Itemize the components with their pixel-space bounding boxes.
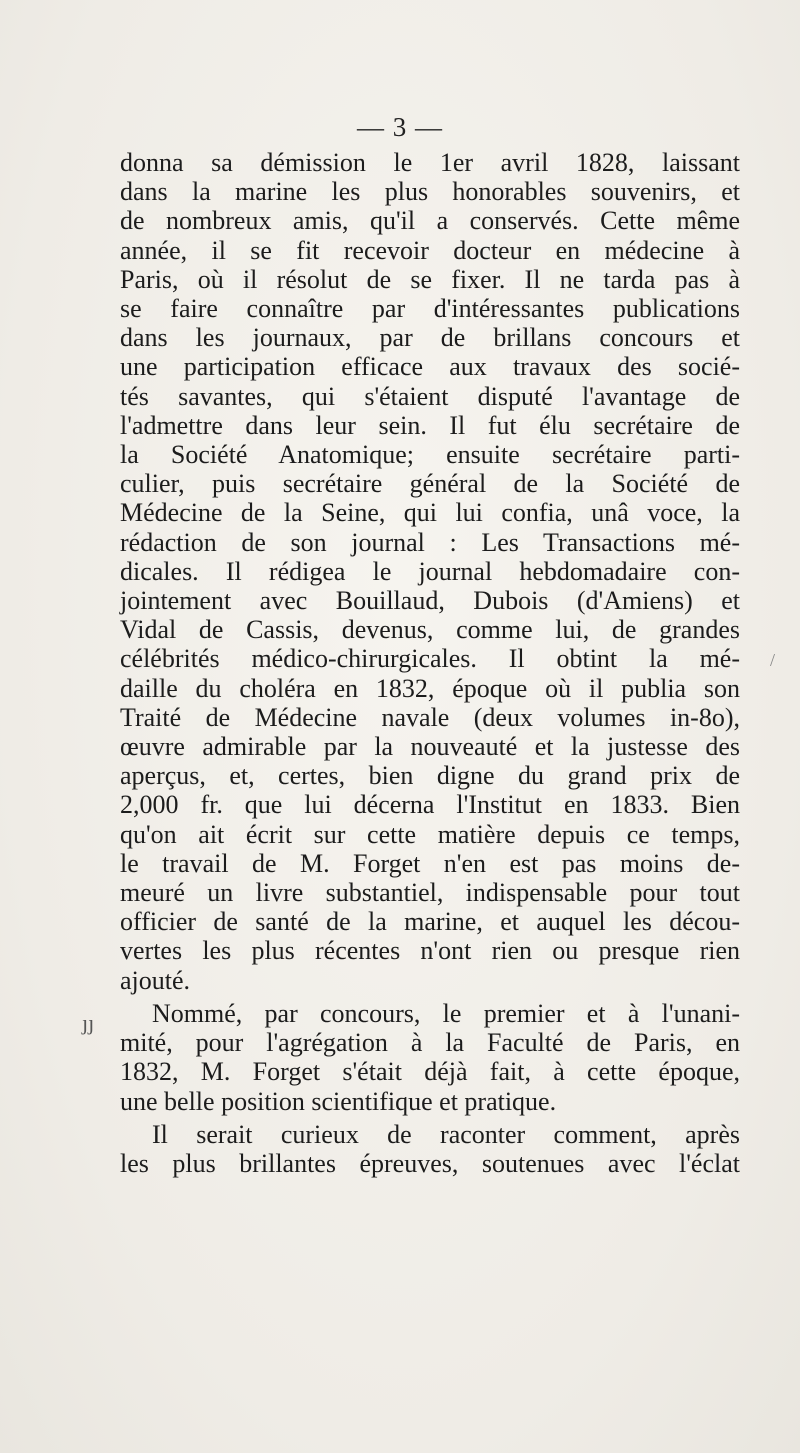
text-line: de nombreux amis, qu'il a conservés. Cette même (120, 206, 740, 236)
text-line: la Société Anatomique; ensuite secrétaire parti- (120, 440, 740, 470)
text-line: rédaction de son journal : Les Transactions mé- (120, 527, 740, 557)
paragraph-1 (120, 148, 740, 995)
text-line: daille du choléra en 1832, époque où il publia son (120, 673, 740, 703)
text-line: 1832, M. Forget s'était déjà fait, à cette époque, (120, 1057, 740, 1087)
text-line: se faire connaître par d'intéressantes publications (120, 294, 740, 324)
text-line: ajouté. (120, 965, 191, 995)
text-line: Traité de Médecine navale (deux volumes in-8o), (120, 702, 740, 732)
text-line: vertes les plus récentes n'ont rien ou presque rien (120, 936, 740, 966)
text-line: jointement avec Bouillaud, Dubois (d'Amiens) et (120, 586, 740, 616)
text-line: dans la marine les plus honorables souvenirs, et (120, 177, 740, 207)
paragraph-2 (120, 999, 740, 1116)
text-line: Médecine de la Seine, qui lui confia, unâ voce, la (120, 498, 740, 528)
text-line: Nommé, par concours, le premier et à l'unani- (152, 998, 740, 1028)
text-line: donna sa démission le 1er avril 1828, laissant (120, 148, 740, 177)
text-line: le travail de M. Forget n'en est pas moins de- (120, 848, 740, 878)
text-line: l'admettre dans leur sein. Il fut élu secrétaire de (120, 410, 740, 440)
text-line: meuré un livre substantiel, indispensable pour tout (120, 878, 740, 908)
body-text (120, 148, 740, 1178)
text-line: les plus brillantes épreuves, soutenues avec l'éclat (120, 1148, 740, 1178)
text-line: culier, puis secrétaire général de la Société de (120, 469, 740, 499)
text-line: 2,000 fr. que lui décerna l'Institut en 1833. Bien (120, 790, 740, 820)
text-line: mité, pour l'agrégation à la Faculté de Paris, en (120, 1028, 740, 1058)
page-number: — 3 — (357, 112, 443, 142)
margin-pencil-mark: / (770, 650, 776, 670)
text-line: célébrités médico-chirurgicales. Il obtint la mé- (120, 644, 740, 674)
text-line: dicales. Il rédigea le journal hebdomadaire con- (120, 556, 740, 586)
margin-pencil-mark: ȷȷ (82, 1010, 95, 1035)
text-line: œuvre admirable par la nouveauté et la justesse des (120, 732, 740, 762)
text-line: tés savantes, qui s'étaient disputé l'avantage de (120, 381, 740, 411)
text-line: aperçus, et, certes, bien digne du grand prix de (120, 761, 740, 791)
text-line: officier de santé de la marine, et auquel les décou- (120, 907, 740, 937)
text-line: année, il se fit recevoir docteur en médecine à (120, 235, 740, 265)
text-line: Il serait curieux de raconter comment, après (152, 1119, 740, 1149)
text-line: une belle position scientifique et pratique. (120, 1086, 557, 1116)
paragraph-3 (120, 1120, 740, 1178)
text-line: une participation efficace aux travaux des socié- (120, 352, 740, 382)
text-line: dans les journaux, par de brillans concours et (120, 323, 740, 353)
text-line: qu'on ait écrit sur cette matière depuis ce temps, (120, 819, 740, 849)
text-line: Paris, où il résolut de se fixer. Il ne tarda pas à (120, 264, 740, 294)
text-line: Vidal de Cassis, devenus, comme lui, de grandes (120, 615, 740, 645)
